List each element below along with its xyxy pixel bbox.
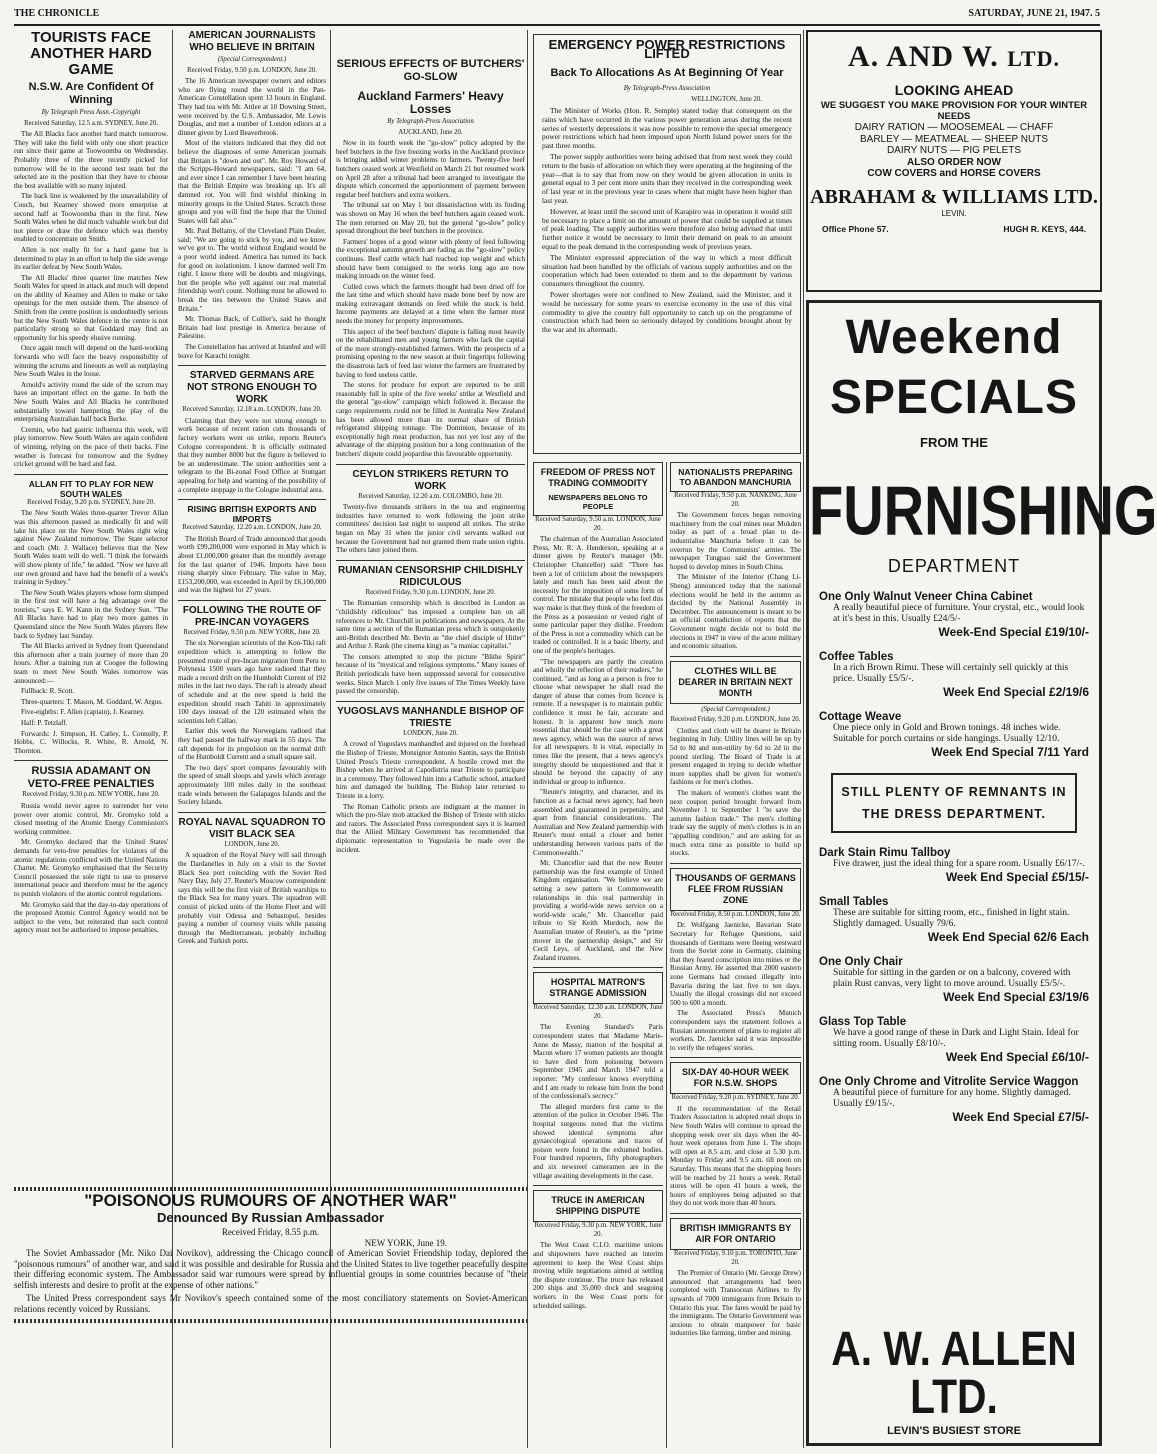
masthead-title: THE CHRONICLE xyxy=(14,8,100,19)
headline-six-day: SIX-DAY 40-HOUR WEEK FOR N.S.W. SHOPS xyxy=(681,1067,790,1089)
paragraph: The censors attempted to stop the picture "Blithe Spirit" because of its "mystical and religious symptoms." Many issues of British periodicals have been suppressed several for consecutive weeks. Since March 1 only five issues of The Times Weekly have passed the censorship. xyxy=(336,652,525,696)
paragraph: The 16 American newspaper owners and editors who are flying round the world in the Pan-American Constellation spent 13 hours in England. They had tea with Mr. Attlee at 10 Downing Street, were received by the U.S. Ambassador, Mr. Lewis Douglas, and met a number of London editors at a dinner given by Lord Beaverbrook. xyxy=(178,77,326,137)
headline-emergency: EMERGENCY POWER RESTRICTIONS LIFTED xyxy=(548,37,786,61)
headline-ceylon: CEYLON STRIKERS RETURN TO WORK xyxy=(352,468,509,492)
paragraph: Three-quarters: T. Mason, M. Goddard, W. Argus. xyxy=(21,697,163,706)
ad-department: DEPARTMENT xyxy=(887,556,1021,576)
ad-item xyxy=(809,896,1099,944)
dateinfo: Received Friday, 9.30 p.m. NEW YORK, June 20. xyxy=(22,791,160,799)
paragraph: The All Blacks' three quarter line matches New South Wales for speed in attack and much will depend on the ability of Kearney and Allen to make or take openings for the men outside them. The absence of Smith from the centre position is undoubtedly serious but the New South Wales defence in the centre is not particularly strong so that Goddard may find an opportunity for his speedy elusive running. xyxy=(14,273,168,342)
ad-item-name: Coffee Tables xyxy=(819,651,894,663)
ad-item-special: Week-End Special £19/10/- xyxy=(938,625,1089,639)
dateinfo: Received Friday, 9.50 p.m. NEW YORK, June 20. xyxy=(183,628,321,636)
subhead-butchers: Auckland Farmers' Heavy Losses xyxy=(357,89,504,116)
dateinfo: Received Saturday, 12.18 a.m. LONDON, June 20. xyxy=(182,406,322,414)
paragraph: The chairman of the Australian Associated Press, Mr. R. A. Henderson, speaking at a dinner given by Reuter's manager (Mr. Christopher Chancellor) said: "There has been a lot of criticism about the newspapers lately and much has been said about the necessity for the imposition of some form of control. The mistake that people who feel this way make is that they think of the freedom of the Press as a possession or vested right of some particular paper they dislike. Freedom of the Press is not a commodity which can be traded or controlled. It is a basic liberty, and one of the people's heritages. xyxy=(533,535,663,655)
paragraph: The Rumanian censorship which is described in London as "childishly ridiculous" has imposed a complete ban on all references to Mr. Churchill in publications and newspapers. At the same time a section of the Rumanian press which is outspokenly anti-British described Mr. Bevin as "the chief disciple of Hitler" and Arthur J. Rank (the cinema king) as "a maniac capitalist." xyxy=(336,599,525,651)
paragraph: Mr. Thomas Back, of Collier's, said he thought Britain had lost prestige in America because of Palestine. xyxy=(178,315,326,341)
paragraph: Russia would never agree to surrender her veto power over atomic control, Mr. Gromyko told a closed meeting of the Atomic Energy Commission's working committee. xyxy=(14,801,168,836)
paragraph: Twenty-five thousands strikers in the tea and engineering industries have returned to work following the joint strike committees' decision last night to suspend all strikes. The strike began on May 31 when the junior civil servants walked out because the Government had not granted them trade union rights. The others later joined them. xyxy=(336,503,525,555)
paragraph: Earlier this week the Norwegians radioed that they had passed the halfway mark in 55 days. The raft depends for its propulsion on the normal drift of the Humboldt Current and a small square sail. xyxy=(178,727,326,762)
dateinfo: Received Friday, 9.20 p.m. SYDNEY, June 20. xyxy=(27,498,155,506)
column-5 xyxy=(670,462,801,1442)
paragraph: The makers of women's clothes want the next coupon period brought forward from November 1 to September 1 "to save the autumn fashion trade." The men's clothing trade say the supply of men's clothes is in an "appalling condition," and are asking for as much extra time as possible to build up stocks. xyxy=(670,789,801,858)
ad-item xyxy=(809,956,1099,1004)
paragraph: Dr. Wolfgang Jaenicke, Bavarian State Secretary for Refugee Questions, said thousands of Germans were fleeing westward from the Soviet zone in Germany, claiming that they feared conscription into mines or the Russian Army. He asserted that 2000 eastern zone Germans had crossed illegally into Bavaria during the last five to ten days. Usually the illegal crossings did not exceed 500 to 600 a month. xyxy=(670,921,801,1007)
subhead-rumours: Denounced By Russian Ambassador xyxy=(156,1209,385,1225)
headline-manchuria: NATIONALISTS PREPARING TO ABANDON MANCHURIA xyxy=(678,467,793,487)
paragraph: Claiming that they were not strong enough to work because of recent ration cuts thousands of factory workers went on strike, reports Reuter's Cologne correspondent. It is officially estimated that they number 8000 but the figure is believed to be an underestimate. The union authorities sent a telegram to the Bi-zonal Food Office at Stuttgart appealing for help and warning of the possibility of a complete stoppage in the Cologne industrial area. xyxy=(178,416,326,494)
ad-specials: SPECIALS xyxy=(829,371,1079,424)
paragraph: Arnold's activity round the side of the scrum may have an important effect on the game. In both the New South Wales and All Blacks he contributed substantially toward hampering the play of the enterprising Australian half back Burke. xyxy=(14,380,168,424)
dateinfo: LONDON, June 20. xyxy=(224,840,280,848)
ad-a-and-w xyxy=(806,30,1102,292)
ad-weekend: Weekend xyxy=(845,311,1063,364)
ad-item-name: Small Tables xyxy=(819,896,889,908)
headline-voyagers: FOLLOWING THE ROUTE OF PRE-INCAN VOYAGERS xyxy=(182,604,322,628)
ad-item-desc: Five drawer, just the ideal thing for a spare room. Usually £6/17/-. xyxy=(833,859,1085,869)
headline-starved: STARVED GERMANS ARE NOT STRONG ENOUGH TO WORK xyxy=(187,370,317,406)
paragraph: A crowd of Yugoslavs manhandled and injured on the forehead the Bishop of Trieste, Monsignor Antonio Santin, says the British United Press's Trieste correspondent. A hostile crowd met the Bishop when he arrived at Capodistria near Trieste to participate in a ceremony. They followed him into a Catholic school, attacked him and damaged the building. The Bishop later returned to Trieste in a lorry. xyxy=(336,740,525,800)
ad-item-special: Week End Special 7/11 Yard xyxy=(931,745,1089,759)
column-4 xyxy=(533,462,663,1442)
ad-item xyxy=(809,651,1099,699)
paragraph: Allen is not really fit for a hard game but is determined to play in an effort to help the side avenge its earlier defeat by New South Wales. xyxy=(14,245,168,272)
paragraph: A squadron of the Royal Navy will sail through the Dardanelles in July on a visit to the Soviet Black Sea port coinciding with the Soviet Red Navy Day, July 27. Reuter's Moscow correspondent says this will be the first visit of British warships to the Black Sea for many years. The squadron will consist of picked units of the Home Fleet and will probably visit Odessa and Sebastopol, besides paying a number of courtesy visits while passing through the Mediterranean, probably including Greek and Turkish ports. xyxy=(178,851,326,946)
ad-item-special: Week End Special £3/19/6 xyxy=(943,990,1089,1004)
paragraph: The All Blacks face another hard match tomorrow. They will take the field with only one short practice run since their game at Toowoomba on Wednesday. Probably three of the three recently picked for tomorrow will be in the second test team but the selected are in the position that they have to choose the best available with so many injured. xyxy=(14,130,168,190)
ad-item-name: Glass Top Table xyxy=(819,1016,907,1028)
paragraph: Power shortages were not confined to New Zealand, said the Minister, and it would be necessary for some years to exercise economy in the use of this vital commodity to give the country full opportunity to catch up on the programme of construction which had been so seriously delayed by conditions brought about by the war and its aftermath. xyxy=(542,289,792,335)
dateinfo: Received Friday, 9.20 p.m. LONDON, June 20. xyxy=(670,716,801,724)
ad-aw-footer xyxy=(808,218,1100,234)
headline-allan: ALLAN FIT TO PLAY FOR NEW SOUTH WALES xyxy=(28,478,154,499)
dateline: (Special Correspondent.) xyxy=(701,705,770,713)
paragraph: "The newspapers are partly the creation and wholly the reflection of their readers," he continued, "and as long as a person is free to choose what newspaper he shall read the danger of abuse that comes from licence is remote. If a newspaper is to maintain public confidence it must be fair, accurate and honest. It is apparent how much more essential that should be the case with a great news agency, which was the source of news for all newspapers. It is vital, especially in times like the present, that a news agency's integrity should be unquestioned and that it should be beyond the capacity of any individual or group to influence. xyxy=(533,657,663,786)
ad-allen-specials xyxy=(806,300,1157,1446)
ad-aw-looking-ahead: LOOKING AHEAD xyxy=(894,82,1014,98)
ad-item-desc: We have a good range of these in Dark and Light Stain. Ideal for sitting room. Usually £8/10/-. xyxy=(833,1028,1079,1049)
headline-russia: RUSSIA ADAMANT ON VETO-FREE PENALTIES xyxy=(27,765,155,791)
headline-truce: TRUCE IN AMERICAN SHIPPING DISPUTE xyxy=(551,1195,645,1217)
paragraph: If the recommendation of the Retail Traders Association is adopted retail shops in New South Wales will continue to spread the shopping week over six days when the 40-hour week operates from June 1. The shops will open at 8.5 a.m. and close at 5.30 p.m. Monday to Friday and 9.5 a.m. till noon on Saturday. This means that the shopping hours will be reached by 21 hours a week. Retail stores will be open 41 hours a week, the hours of employees being adjusted so that they do not work more than 40 hours. xyxy=(670,1104,801,1208)
dateinfo: Received Saturday, 12.20 a.m. LONDON, June 20. xyxy=(182,524,322,532)
ad-item-name: Cottage Weave xyxy=(819,711,902,723)
ad-item-special: Week End Special £2/19/6 xyxy=(943,685,1089,699)
dateline: (Special Correspondent.) xyxy=(217,56,287,63)
paragraph: Once again much will depend on the hard-working forwards who will face the heavy responsibility of winning the scrums and lineouts as well as outplaying New South Wales in the loose. xyxy=(14,344,168,379)
paragraph: Farmers' hopes of a good winter with plenty of feed following the exceptional autumn growth are fading as the "go-slow" policy continues. Beef cattle which had reached top weight and which should have been consigned to the works long ago are now making inroads on the winter feed. xyxy=(336,237,525,281)
dateinfo: Received Friday, 8.55 p.m. xyxy=(221,1227,320,1237)
subhead-tourists: N.S.W. Are Confident Of Winning xyxy=(28,81,154,106)
ad-aw-line: BARLEY — MEATMEAL — SHEEP NUTS xyxy=(859,133,1048,145)
ad-aw-covers: COW COVERS and HORSE COVERS xyxy=(867,168,1041,179)
dateline: By Telegraph-Press Association xyxy=(387,118,474,125)
headline-journalists: AMERICAN JOURNALISTS WHO BELIEVE IN BRITAIN xyxy=(188,30,316,53)
dateinfo: Received Friday, 8.50 p.m. LONDON, June 20. xyxy=(670,910,801,918)
paragraph: Five-eighths: F. Allen (captain), J. Kearney. xyxy=(21,708,145,717)
headline-immigrants: BRITISH IMMIGRANTS BY AIR FOR ONTARIO xyxy=(679,1223,792,1244)
paragraph: The New South Wales three-quarter Trevor Allan was this afternoon passed as medically fit and will take his place on the New South Wales right wing against New Zealand tomorrow. The State selector and coach (Mr. J. Wallace) believes that the New South Wales team will do well. "I think the forwards will show plenty of life," he added. "Now we have all our own ground and have had the benefit of a week's training in Sydney." xyxy=(14,509,168,587)
headline-freedom: FREEDOM OF PRESS NOT TRADING COMMODITY xyxy=(540,467,656,488)
ad-aw-town: LEVIN. xyxy=(941,208,967,218)
ad-aw-keys: HUGH R. KEYS, 444. xyxy=(1003,223,1086,234)
paragraph: The Minister of Works (Hon. R. Semple) stated today that consequent on the rains which have occurred in the various power generation areas during the recent series of westerly depressions it was now possible to remove the special emergency power restrictions which had been imposed upon North Island power users for the past three months. xyxy=(542,105,792,151)
column-rule xyxy=(666,462,667,1448)
paragraph: Culled cows which the farmers thought had been dried off for the last time and which should have made bone beef by now are making extravagant demands on feed while the stock is held. Income payments are delayed at a time when the farmer most needs the money for property improvements. xyxy=(336,282,525,326)
column-1 xyxy=(14,30,168,1175)
dateinfo: Received Friday, 9.50 p.m. NANKING, June 20. xyxy=(674,492,797,508)
headline-matron: HOSPITAL MATRON'S STRANGE ADMISSION xyxy=(549,977,647,999)
paragraph: The New South Wales players whose form slumped in the first test will have a big advantage over the tourists," says E. W. Kann in the Sydney Sun. "The All Blacks have had to play two more games in Queensland since the New South Wales players flew back to Sydney last Sunday. xyxy=(14,588,168,640)
dateinfo: Received Friday, 9.10 p.m. TORONTO, June 20. xyxy=(673,1250,798,1266)
paragraph: Forwards: J. Simpson, H. Catley, L. Connolly, P. Hobbs, C. Willocks, R. White, R. Arnold, N. Thornton. xyxy=(14,729,168,755)
ad-aw-line: DAIRY RATION — MOOSEMEAL — CHAFF xyxy=(854,122,1054,133)
paragraph: Now in its fourth week the "go-slow" policy adopted by the beef butchers in the five freezing works in the Auckland province is bringing added winter problems to farmers. Twenty-five beef butchers ceased work at Westfield on March 21 but resumed work on April 28 after a tribunal had been arranged to investigate the dispute which concerned the apportionment of payment between regular beef butchers and extra workers. xyxy=(336,139,525,199)
column-rule xyxy=(527,30,528,1448)
ad-aw-company: ABRAHAM & WILLIAMS LTD. xyxy=(810,185,1098,208)
paragraph: The alleged murders first came to the attention of the police in October 1946. The hospital surgeons noted that the victims showed identical symptoms after gynaecological operations and traces of poison were found in the exhumed bodies. Four hundred reporters, fifty photographers and six newsreel cameramen are in the village awaiting developments in the case. xyxy=(533,1102,663,1180)
headline-rumours: "POISONOUS RUMOURS OF ANOTHER WAR" xyxy=(84,1191,457,1210)
dateline: By Telegraph-Press Association xyxy=(623,85,711,93)
ad-item xyxy=(809,591,1099,639)
dateplace: NEW YORK, June 19. xyxy=(364,1237,447,1248)
masthead-date: SATURDAY, JUNE 21, 1947. 5 xyxy=(968,8,1100,19)
paragraph: The stores for produce for export are reported to be still reasonably full in spite of the five weeks' strike at Westfield and the general "go-slow" campaign which followed it. Because the cargo requirements could not be filled in Australia New Zealand has been allowed more than its normal share of British refrigerated shipping tonnage. The Dominion, because of its exceptionally high meat production, has not yet lost any of the advantage of the shipping position but a long continuation of the butchers' dispute could jeopardise this favourable opportunity. xyxy=(336,381,525,458)
paragraph: The back line is weakened by the unavailability of Couch, but Kearney showed more enterprise at second half at Toowoomba than in the first. New South Wales when he did much valuable work but did not pierce or draw the defence which was thereby enabled to concentrate on Smith. xyxy=(14,192,168,244)
ad-item xyxy=(809,711,1099,759)
ad-item-desc: Suitable for sitting in the garden or on a balcony, covered with plain Rust canvas, very light to move around. Usually £5/5/-. xyxy=(833,968,1071,989)
masthead xyxy=(14,4,1100,26)
paragraph: The two days' sport compares favourably with the speed of small sloops and yawls which average approximately 100 miles daily in the southeast trade winds between the Galapagos Islands and the Society Islands. xyxy=(178,763,326,807)
paragraph: The Constellation has arrived at Istanbul and will leave for Karachi tonight. xyxy=(178,343,326,360)
ad-aw-line: DAIRY NUTS — PIG PELETS xyxy=(886,145,1022,156)
dateline: By Telegraph Press Assn.-Copyright xyxy=(41,109,141,116)
ad-item-special: Week End Special £7/5/- xyxy=(952,1110,1089,1124)
paragraph: The Evening Standard's Paris correspondent states that Madame Marie-Anne de Massy, matron of the hospital at Macon where 17 women patients are thought to have died from poisoning between September 1945 and March 1947 told a reporter: "My confessor knows everything and I am ready to release him from the bond of the confessional's secrecy." xyxy=(533,1023,663,1101)
paragraph: The Soviet Ambassador (Mr. Niko Dai Novikov), addressing the Chicago council of American Soviet Friendship today, deplored the "poisonous rumours" of another war, and said it was possible and desirable for Russia and the United States to live together peacefully despite their differing economic system. The Ambassador said war rumours were spread by influential groups in some countries because of "their selfish interests and desire to profit at the expense of other nations." xyxy=(14,1248,527,1290)
dateinfo: WELLINGTON, June 20. xyxy=(691,96,762,104)
ad-item-desc: One piece only in Gold and Brown tonings. 48 inches wide. Suitable for porch curtains or side hangings. Usually 12/10. xyxy=(833,723,1061,744)
ad-item-name: One Only Chair xyxy=(819,956,903,968)
paragraph: The six Norwegian scientists of the Kon-Tiki raft expedition which is attempting to follow the presumed route of pre-Incan migration from Peru to Polynesia 1500 years ago have radioed that they made a record drift on the Humboldt Current of 192 miles in the last two days. The raft is already ahead of schedule and at the new speed is held the expedition should reach Tahiti in approximately 100 days instead of the 120 estimated when the scientists left Callao. xyxy=(178,639,326,725)
ad-item-special: Week End Special 62/6 Each xyxy=(927,930,1089,944)
dateinfo: Received Friday, 9.30 p.m. LONDON, June 20. xyxy=(365,588,496,596)
ad-aw-phone: Office Phone 57. xyxy=(822,223,889,234)
dateinfo: Received Saturday, 12.20 a.m. COLOMBO, June 20. xyxy=(358,492,503,500)
headline-yugoslavs: YUGOSLAVS MANHANDLE BISHOP OF TRIESTE xyxy=(337,705,524,729)
story-emergency-power xyxy=(533,34,801,454)
ad-item-desc: A really beautiful piece of furniture. Your crystal, etc., would look at it's best in this. Usually £24/5/- xyxy=(833,603,1085,624)
paragraph: The power supply authorities were being advised that from next week they could return to the basis of allocation on which they were operating at the beginning of the year—that is to say that from now on they would be given allocation in units in general equal to 3 per cent more units than they received in the corresponding week of last year or in the previous year in cases where that might have been higher than last year. xyxy=(542,151,792,205)
paragraph: Mr. Gromyko declared that the United States' demands for veto-free penalties for violators of the atomic regulations conflicted with the United Nations Charter. Mr. Gromyko emphasised that the Security Council possessed the sole right to use to preserve international peace and therefore must be the agency to punish violators of the atomic control regulations. xyxy=(14,838,168,898)
dateinfo: LONDON, June 20. xyxy=(403,729,458,737)
subhead-freedom: NEWSPAPERS BELONG TO PEOPLE xyxy=(548,493,648,511)
dateinfo: AUCKLAND, June 20. xyxy=(398,128,463,136)
column-3 xyxy=(336,58,525,1443)
ad-from: FROM THE xyxy=(920,435,988,450)
headline-rumanian: RUMANIAN CENSORSHIP CHILDISHLY RIDICULOUS xyxy=(337,564,524,588)
ad-store-name: A. W. ALLEN LTD. xyxy=(831,1323,1077,1424)
paragraph: The Minister of the Interior (Chang Li-Sheng) announced today that the national elections would be held in the autumn as decided by the National Assembly in December. The announcement is meant to be an official contradiction of reports that the Government might decide not to hold the elections in 1947 in view of the acute military and economic situation. xyxy=(670,573,801,651)
ad-item xyxy=(809,847,1099,884)
paragraph: Clothes and cloth will be dearer in Britain beginning in July. Utility lines will be up by 5d to 8d and non-utility by 6d to 2d in the pound sterling. The Board of Trade is at present engaged in trying to decide whether more supplies shall be given for women's fashions or for men's clothes. xyxy=(670,726,801,787)
ad-slogan: LEVIN'S BUSIEST STORE xyxy=(887,1425,1021,1437)
paragraph: Most of the visitors indicated that they did not believe the diagnoses of some American journals that Britain is "down and out". Mr. Roy Howard of the Scripps-Howard newspapers, said: "I am 64, and ever since I can remember I have been hearing that the British Empire was breaking up. It's all damned rot. You will find wishful thinking in minority groups in the United States. Scratch those groups and you will find the hope that the United States will fail also." xyxy=(178,139,326,225)
ad-item-special: Week End Special £6/10/- xyxy=(945,1050,1089,1064)
paragraph: The West Coast C.I.O. maritime unions and shipowners have reached an interim agreement to keep the West Coast ships moving while negotiations aimed at settling the dispute continue. The truce has released 200 ships and 35,000 dock and seagoing workers in the West Coast ports for scheduled sailings. xyxy=(533,1241,663,1310)
ad-aw-also: ALSO ORDER NOW xyxy=(907,156,1001,168)
headline-naval: ROYAL NAVAL SQUADRON TO VISIT BLACK SEA xyxy=(178,816,326,840)
paragraph: However, at least until the second unit of Karapiro was in operation it would still be necessary to place a limit on the amount of power that could be supplied at times of peak loading. The supply authorities were therefore also being advised that until further notice it would be necessary to limit their demand on peak to an amount equal to the peak demand in the corresponding week of previous years. xyxy=(542,206,792,251)
ad-item-name: One Only Walnut Veneer China Cabinet xyxy=(819,591,1033,603)
paragraph: The Premier of Ontario (Mr. George Drew) announced that arrangements had been completed with Transocean Airlines to fly upwards of 7000 immigrants from Britain to Ontario this year. The fares would be paid by the immigrants. The Ontario Government was anxious to obtain manpower for basic industries like farming, timber and mining. xyxy=(670,1269,801,1338)
headline-clothes: CLOTHES WILL BE DEARER IN BRITAIN NEXT MONTH xyxy=(678,665,793,698)
ad-item-desc: These are suitable for sitting room, etc., finished in light stain. Slightly damaged. Usually 79/6. xyxy=(833,908,1070,929)
ad-allen-footer xyxy=(809,1323,1099,1437)
paragraph: Fullback: R. Scott. xyxy=(21,687,75,696)
paragraph: This aspect of the beef butchers' dispute is falling most heavily on the rehabilitated men and young farmers who lack the capital of the more strongly-established farmers. With the prospects of a promising opening to the new season at their fingertips following the disastrous lack of feed last winter the farmers are frustrated by having to feed useless cattle. xyxy=(336,327,525,379)
dateinfo: Received Friday, 9.20 p.m. SYDNEY, June 20. xyxy=(671,1094,800,1102)
ad-item xyxy=(809,1076,1099,1124)
dateinfo: Received Friday, 9.50 p.m. LONDON, June 20. xyxy=(187,66,317,74)
subhead-emergency: Back To Allocations As At Beginning Of Year xyxy=(550,66,784,79)
paragraph: Mr. Chancellor said that the new Reuter partnership was the first example of United Kingdom organisation. "We believe we are setting a new pattern in Commonwealth relationships in this real partnership in providing a world-wide news service on a world-wide scale," Mr. Chancellor paid tribute to Sir Keith Murdoch, now the Australian trustee of Reuter's, as the "prime mover in the partnership design," and Sir Cecil Leys, of Auckland, and the New Zealand trustees. xyxy=(533,859,663,962)
ad-item-name: One Only Chrome and Vitrolite Service Waggon xyxy=(819,1076,1079,1088)
paragraph: Cremin, who had gastric influenza this week, will play tomorrow. New South Wales are again confident of winning, relying on the pace of their backs. Fine weather is forecast for tomorrow and the Sydney cricket ground will be hard and fast. xyxy=(14,425,168,469)
paragraph: Mr. Gromyko said that the day-to-day operations of the proposed Atomic Control Agency would not be subject to the veto, but reiterated that such control agency must not be authorised to impose penalties. xyxy=(14,900,168,935)
ad-item-desc: In a rich Brown Rimu. These will certainly sell quickly at this price. Usually £5/5/-. xyxy=(833,663,1069,684)
dateinfo: Received Friday, 9.30 p.m. NEW YORK, June 20. xyxy=(534,1222,662,1238)
paragraph: The Associated Press's Munich correspondent says the statement follows a Russian announcement of plans to register all workers. Dr. Jaenicke said it was impossible to verify the refugees' stories. xyxy=(670,1009,801,1052)
ad-furnishing: FURNISHING xyxy=(809,470,1157,550)
dateinfo: Received Saturday, 12.30 a.m. LONDON, June 20. xyxy=(533,1004,663,1020)
paragraph: Mr. Paul Bellamy, of the Cleveland Plain Dealer, said: "We are going to stick by you, and we know we've got to. The world without England would be a poor world indeed. America has turned its back for good on isolationism. I know damned well I'm right. I know there will be doubts and misgivings, but the people who yell against our real material friendship won't count. Nothing must be allowed to break the ties between the United States and Britain." xyxy=(178,227,326,313)
ad-item-name: Dark Stain Rimu Tallboy xyxy=(819,847,951,859)
paragraph: Half: P. Tetzlaff. xyxy=(21,719,68,727)
ad-remnants: STILL PLENTY OF REMNANTS IN THE DRESS DEPARTMENT. xyxy=(831,773,1077,833)
paragraph: The tribunal sat on May 1 but dissatisfaction with its finding was shown on May 16 when the beef butchers again ceased work. The men returned on May 20, but the general "go-slow" policy spread throughout the beef butchers in the province. xyxy=(336,201,525,236)
ad-item-special: Week End Special £5/15/- xyxy=(945,870,1089,884)
column-rule xyxy=(803,30,804,1448)
ad-aw-title: A. AND W. LTD. xyxy=(848,40,1060,73)
headline-germans-flee: THOUSANDS OF GERMANS FLEE FROM RUSSIAN ZONE xyxy=(675,872,796,905)
paragraph: The British Board of Trade announced that goods worth £99,200,000 were exported in May which is about £1,000,000 greater than the monthly average for the last quarter of 1946. Imports have been rising sharply since February. The value in May, £153,200,000, was exceeded in April by £6,100,000 and was the highest for 27 years. xyxy=(178,534,326,595)
dateinfo: Received Saturday, 9.50 a.m. LONDON, June 20. xyxy=(535,516,661,532)
paragraph: The Minister expressed appreciation of the way in which a most difficult situation had been handled by the officials of various supply authorities and on the cooperation which had been extended to them and to the department by various consumers throughout the country. xyxy=(542,252,792,289)
paragraph: The Government forces began removing machinery from the coal mines near Mukden today as part of a broad plan to de-industrialise Manchuria before it can be overrun by the Communists' armies. The newspaper Tungpao said the Government hoped to develop mines in South China. xyxy=(670,511,801,571)
column-2 xyxy=(178,30,326,1175)
headline-tourists: TOURISTS FACE ANOTHER HARD GAME xyxy=(30,29,152,78)
dateinfo: Received Saturday, 12.5 a.m. SYDNEY, June 20. xyxy=(24,119,158,127)
paragraph: The United Press correspondent says Mr Novikov's speech contained some of the most conciliatory statements on Soviet-American relations recently voiced by Russians. xyxy=(14,1293,527,1314)
headline-butchers: SERIOUS EFFECTS OF BUTCHERS' GO-SLOW xyxy=(336,58,525,83)
headline-exports: RISING BRITISH EXPORTS AND IMPORTS xyxy=(187,504,317,525)
paragraph: "Reuter's integrity, and character, and its function as a factual news agency, had been assembled and guaranteed in perpetuity, and apart from financial considerations. The Australian and New Zealand partnership with Reuter's must entail a closer and better understanding between various parts of the Commonwealth." xyxy=(533,788,663,857)
ad-aw-suggest: WE SUGGEST YOU MAKE PROVISION FOR YOUR WINTER NEEDS xyxy=(820,100,1088,122)
ad-item-desc: A beautiful piece of furniture for any home. Slightly damaged. Usually £9/15/-. xyxy=(833,1088,1071,1109)
paragraph: The Roman Catholic priests are indignant at the manner in which the pro-Slav mob attacked the Bishop of Trieste with sticks and razors. The Associated Press correspondent says it is learned that the Allied Military Government has recommended that diplomatic representation to Yugoslavia be made over the incident. xyxy=(336,802,525,854)
paragraph: The All Blacks arrived in Sydney from Queensland this afternoon after a train journey of more than 20 hours. After a training run at Coogee the following team to meet New South Wales tomorrow was announced:— xyxy=(14,642,168,685)
ad-item xyxy=(809,1016,1099,1064)
